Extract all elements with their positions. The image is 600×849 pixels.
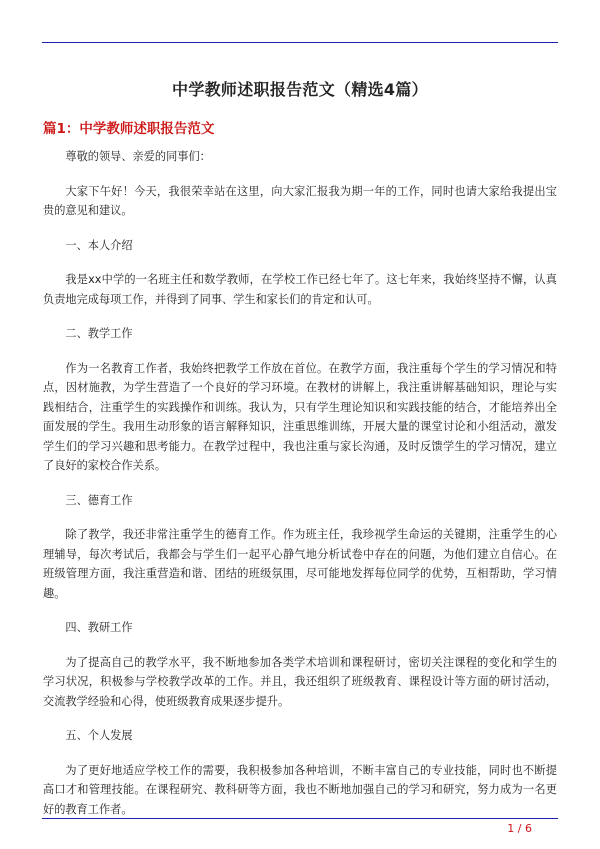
document-title: 中学教师述职报告范文（精选4篇）: [172, 80, 428, 99]
greeting-paragraph: 尊敬的领导、亲爱的同事们：: [65, 150, 211, 163]
document-body: [43, 147, 557, 834]
page-indicator: 1 / 6: [507, 822, 532, 835]
body-paragraph-research: 为了提高自己的教学水平，我不断地参加各类学术培训和课程研讨，密切关注课程的变化和学生的学习状况，积极参与学校教学改革的工作。并且，我还组织了班级教育、课程设计等方面的研讨活动，交流教学经验和心得，使班级教育成果逐步提升。: [43, 655, 557, 708]
body-paragraph-teaching: 作为一名教育工作者，我始终把教学工作放在首位。在教学方面，我注重每个学生的学习情况和特点，因材施教，为学生营造了一个良好的学习环境。在教材的讲解上，我注重讲解基础知识，理论与实践相结合，注重学生的实践操作和训练。我认为，只有学生理论知识和实践技能的结合，才能培养出全面发展的学生。我用生动形象的语言解释知识，注重思维训练，开展大量的课堂讨论和小组活动，激发学生们的学习兴趣和思考能力。在教学过程中，我也注重与家长沟通，及时反馈学生的学习情况，建立了良好的家校合作关系。: [43, 361, 557, 472]
subheading-research: 四、教研工作: [65, 621, 133, 634]
body-paragraph-personal-development: 为了更好地适应学校工作的需要，我积极参加各种培训，不断丰富自己的专业技能，同时也不断提高口才和管理技能。在课程研究、教科研等方面，我也不断地加强自己的学习和研究，努力成为一名更好的教育工作者。: [43, 763, 557, 816]
subheading-teaching: 二、教学工作: [65, 327, 133, 340]
subheading-personal-development: 五、个人发展: [65, 729, 133, 742]
top-rule: [42, 42, 558, 43]
section-heading: 篇1：中学教师述职报告范文: [43, 121, 215, 137]
intro-paragraph: 大家下午好！今天，我很荣幸站在这里，向大家汇报我为期一年的工作，同时也请大家给我提出宝贵的意见和建议。: [43, 184, 557, 217]
subheading-moral-education: 三、德育工作: [65, 493, 133, 507]
body-paragraph-moral-education: 除了教学，我还非常注重学生的德育工作。作为班主任，我珍视学生命运的关键期，注重学生的心理辅导，每次考试后，我都会与学生们一起平心静气地分析试卷中存在的问题，为他们建立自信心。在班级管理方面，我注重营造和谐、团结的班级氛围，尽可能地发挥每位同学的优势，互相帮助，学习情趣。: [43, 528, 557, 600]
body-paragraph-intro: 我是xx中学的一名班主任和数学教师，在学校工作已经七年了。这七年来，我始终坚持不懈，认真负责地完成每项工作，并得到了同事、学生和家长们的肯定和认可。: [43, 273, 557, 306]
bottom-rule: [42, 818, 558, 819]
subheading-intro: 一、本人介绍: [65, 238, 133, 252]
